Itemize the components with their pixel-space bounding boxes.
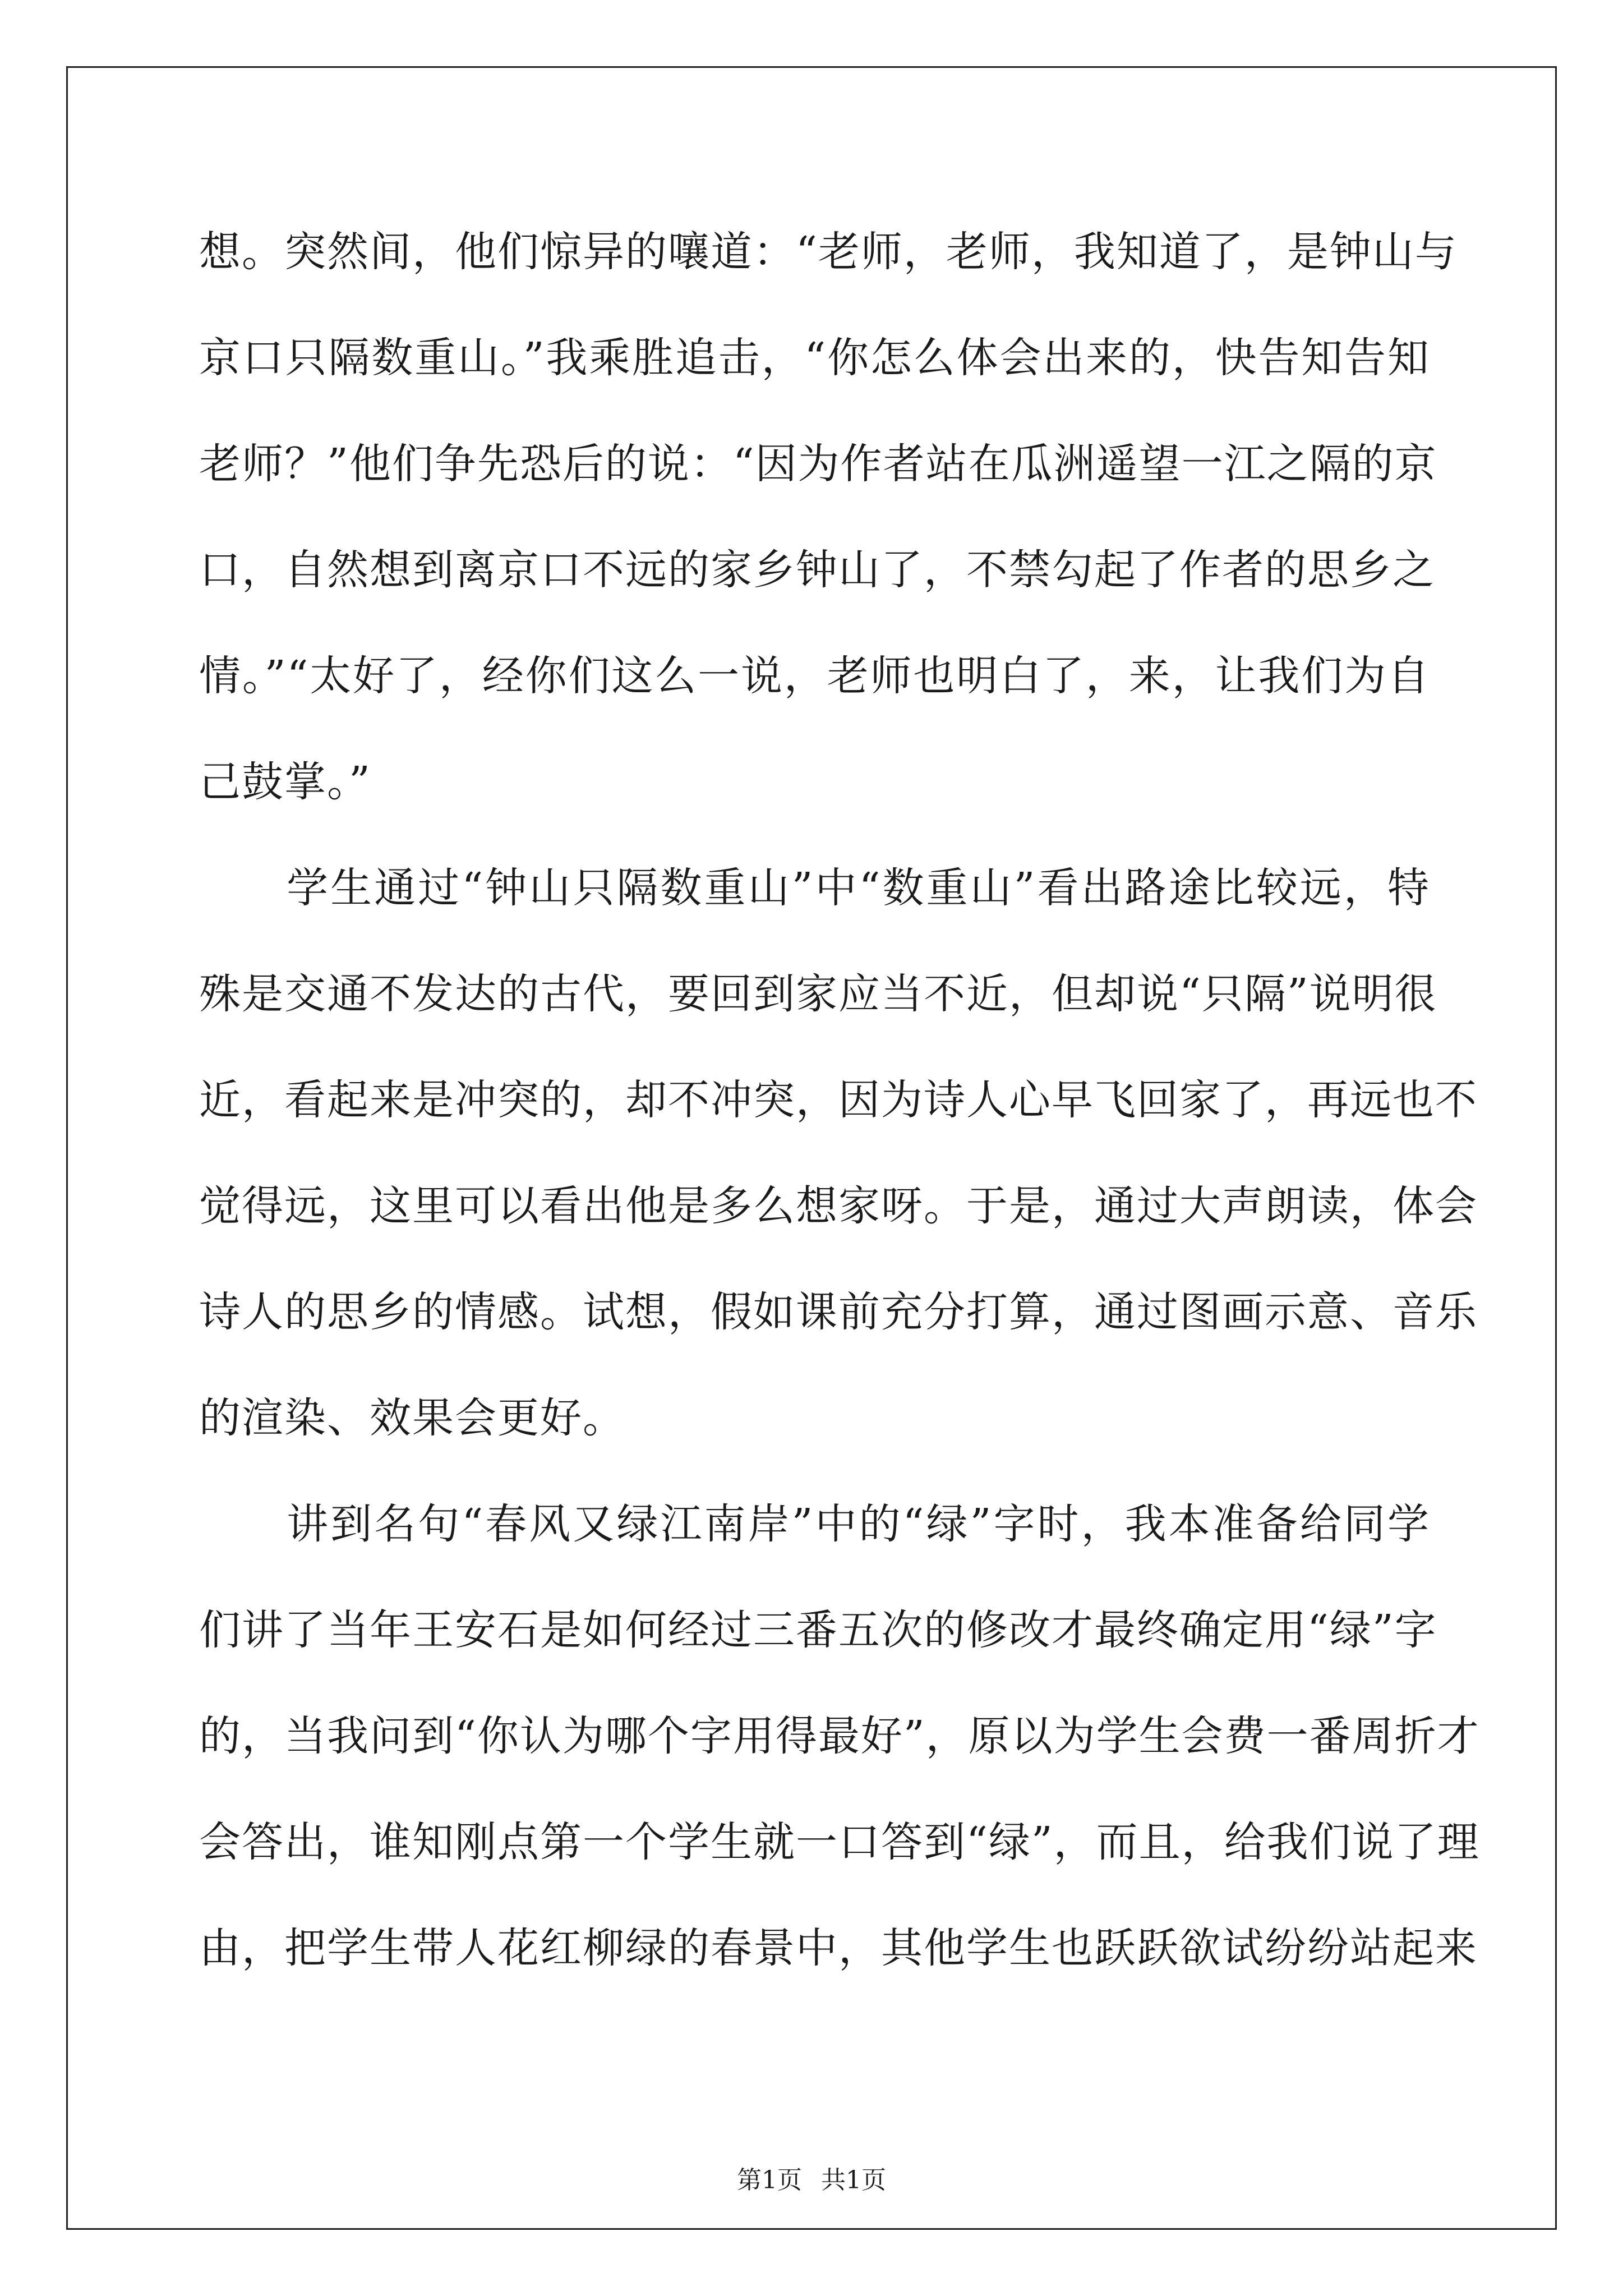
text-line: 由，把学生带人花红柳绿的春景中，其他学生也跃跃欲试纷纷站起来: [199, 1924, 1478, 1972]
text-line: 殊是交通不发达的古代，要回到家应当不近，但却说“只隔”说明很: [199, 970, 1437, 1018]
text-line: 觉得远，这里可以看出他是多么想家呀。于是，通过大声朗读，体会: [199, 1182, 1478, 1230]
text-line: 的，当我问到“你认为哪个字用得最好”，原以为学生会费一番周折才: [199, 1712, 1480, 1760]
text-line: 诗人的思乡的情感。试想，假如课前充分打算，通过图画示意、音乐: [199, 1288, 1478, 1336]
text-line: 情。”“太好了，经你们这么一说，老师也明白了，来，让我们为自: [199, 652, 1430, 700]
text-line: 京口只隔数重山。”我乘胜追击，“你怎么体会出来的，快告知告知: [199, 334, 1430, 382]
text-line: 己鼓掌。”: [199, 758, 371, 806]
text-line: 老师？”他们争先恐后的说：“因为作者站在瓜洲遥望一江之隔的京: [199, 440, 1437, 488]
text-line: 的渲染、效果会更好。: [199, 1394, 625, 1442]
text-line: 们讲了当年王安石是如何经过三番五次的修改才最终确定用“绿”字: [199, 1606, 1437, 1654]
page-number: 第1页: [737, 2166, 802, 2194]
text-line: 讲到名句“春风又绿江南岸”中的“绿”字时，我本准备给同学: [199, 1500, 1430, 1548]
text-line: 学生通过“钟山只隔数重山”中“数重山”看出路途比较远，特: [199, 864, 1430, 912]
text-line: 会答出，谁知刚点第一个学生就一口答到“绿”，而且，给我们说了理: [199, 1818, 1480, 1866]
text-line: 想。突然间，他们惊异的嚷道：“老师，老师，我知道了，是钟山与: [199, 228, 1458, 276]
text-line: 近，看起来是冲突的，却不冲突，因为诗人心早飞回家了，再远也不: [199, 1076, 1478, 1124]
page-footer: [0, 2160, 1623, 2196]
text-line: 口，自然想到离京口不远的家乡钟山了，不禁勾起了作者的思乡之: [199, 546, 1435, 594]
page-total: 共1页: [821, 2166, 886, 2194]
document-body: [199, 199, 1480, 2001]
